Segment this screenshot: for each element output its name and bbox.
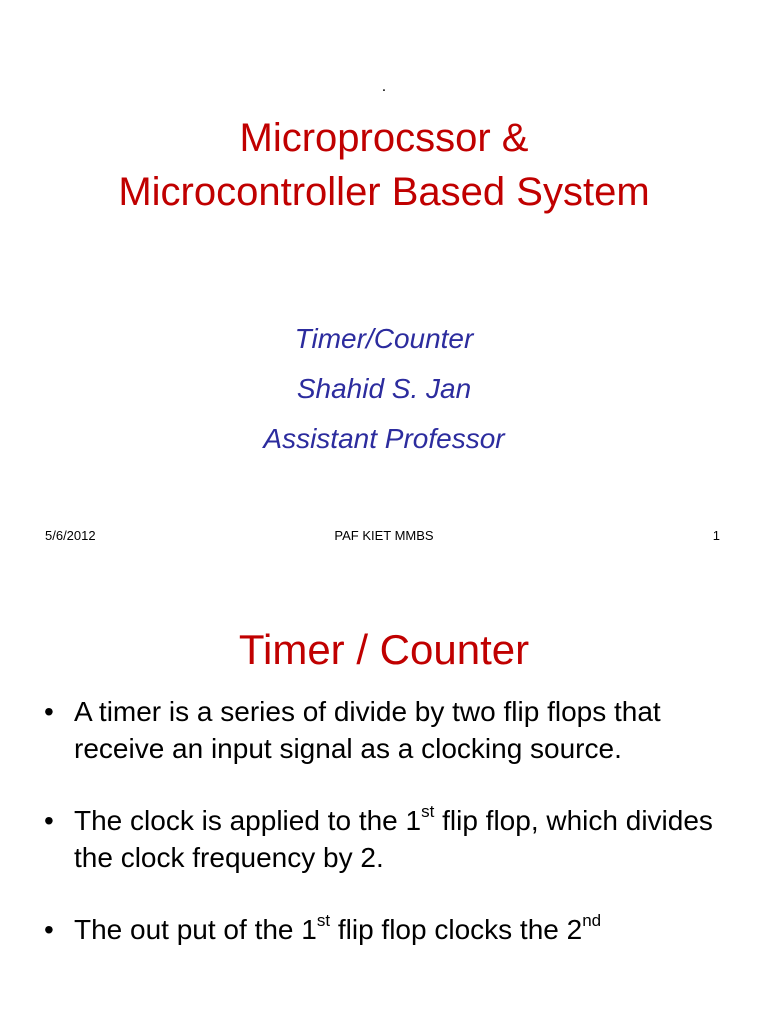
title-marker-dot: . <box>381 78 387 95</box>
slide-title-line-2: Microcontroller Based System <box>118 170 650 214</box>
bullet-text: The out put of the 1 <box>74 914 317 945</box>
footer-page-number: 1 <box>712 528 720 543</box>
bullet-list <box>44 694 734 985</box>
bullet-icon: • <box>44 696 54 727</box>
bullet-text: A timer is a series of divide by two flip flops that receive an input signal as a clocking source. <box>74 696 661 764</box>
slide-title-line-1: Microprocssor & <box>239 116 529 160</box>
bullet-icon: • <box>44 914 54 945</box>
superscript: nd <box>582 910 602 930</box>
footer-date: 5/6/2012 <box>45 528 96 543</box>
subtitle-topic: Timer/Counter <box>294 323 474 354</box>
bullet-item <box>44 912 734 949</box>
slide-title <box>0 111 768 219</box>
superscript: st <box>316 910 331 930</box>
footer-course: PAF KIET MMBS <box>334 528 434 543</box>
bullet-item <box>44 694 734 767</box>
slide-2 <box>0 560 768 1024</box>
superscript: st <box>421 801 435 821</box>
bullet-icon: • <box>44 805 54 836</box>
slide-subtitle <box>0 314 768 464</box>
bullet-text: The clock is applied to the 1 <box>74 805 422 836</box>
bullet-item <box>44 803 734 876</box>
bullet-text: flip flop, which divides the clock frequency by 2. <box>74 805 713 873</box>
bullet-text: flip flop clocks the 2 <box>330 914 583 945</box>
subtitle-position: Assistant Professor <box>263 423 505 454</box>
subtitle-author: Shahid S. Jan <box>296 373 472 404</box>
slide-title: Timer / Counter <box>238 626 530 673</box>
